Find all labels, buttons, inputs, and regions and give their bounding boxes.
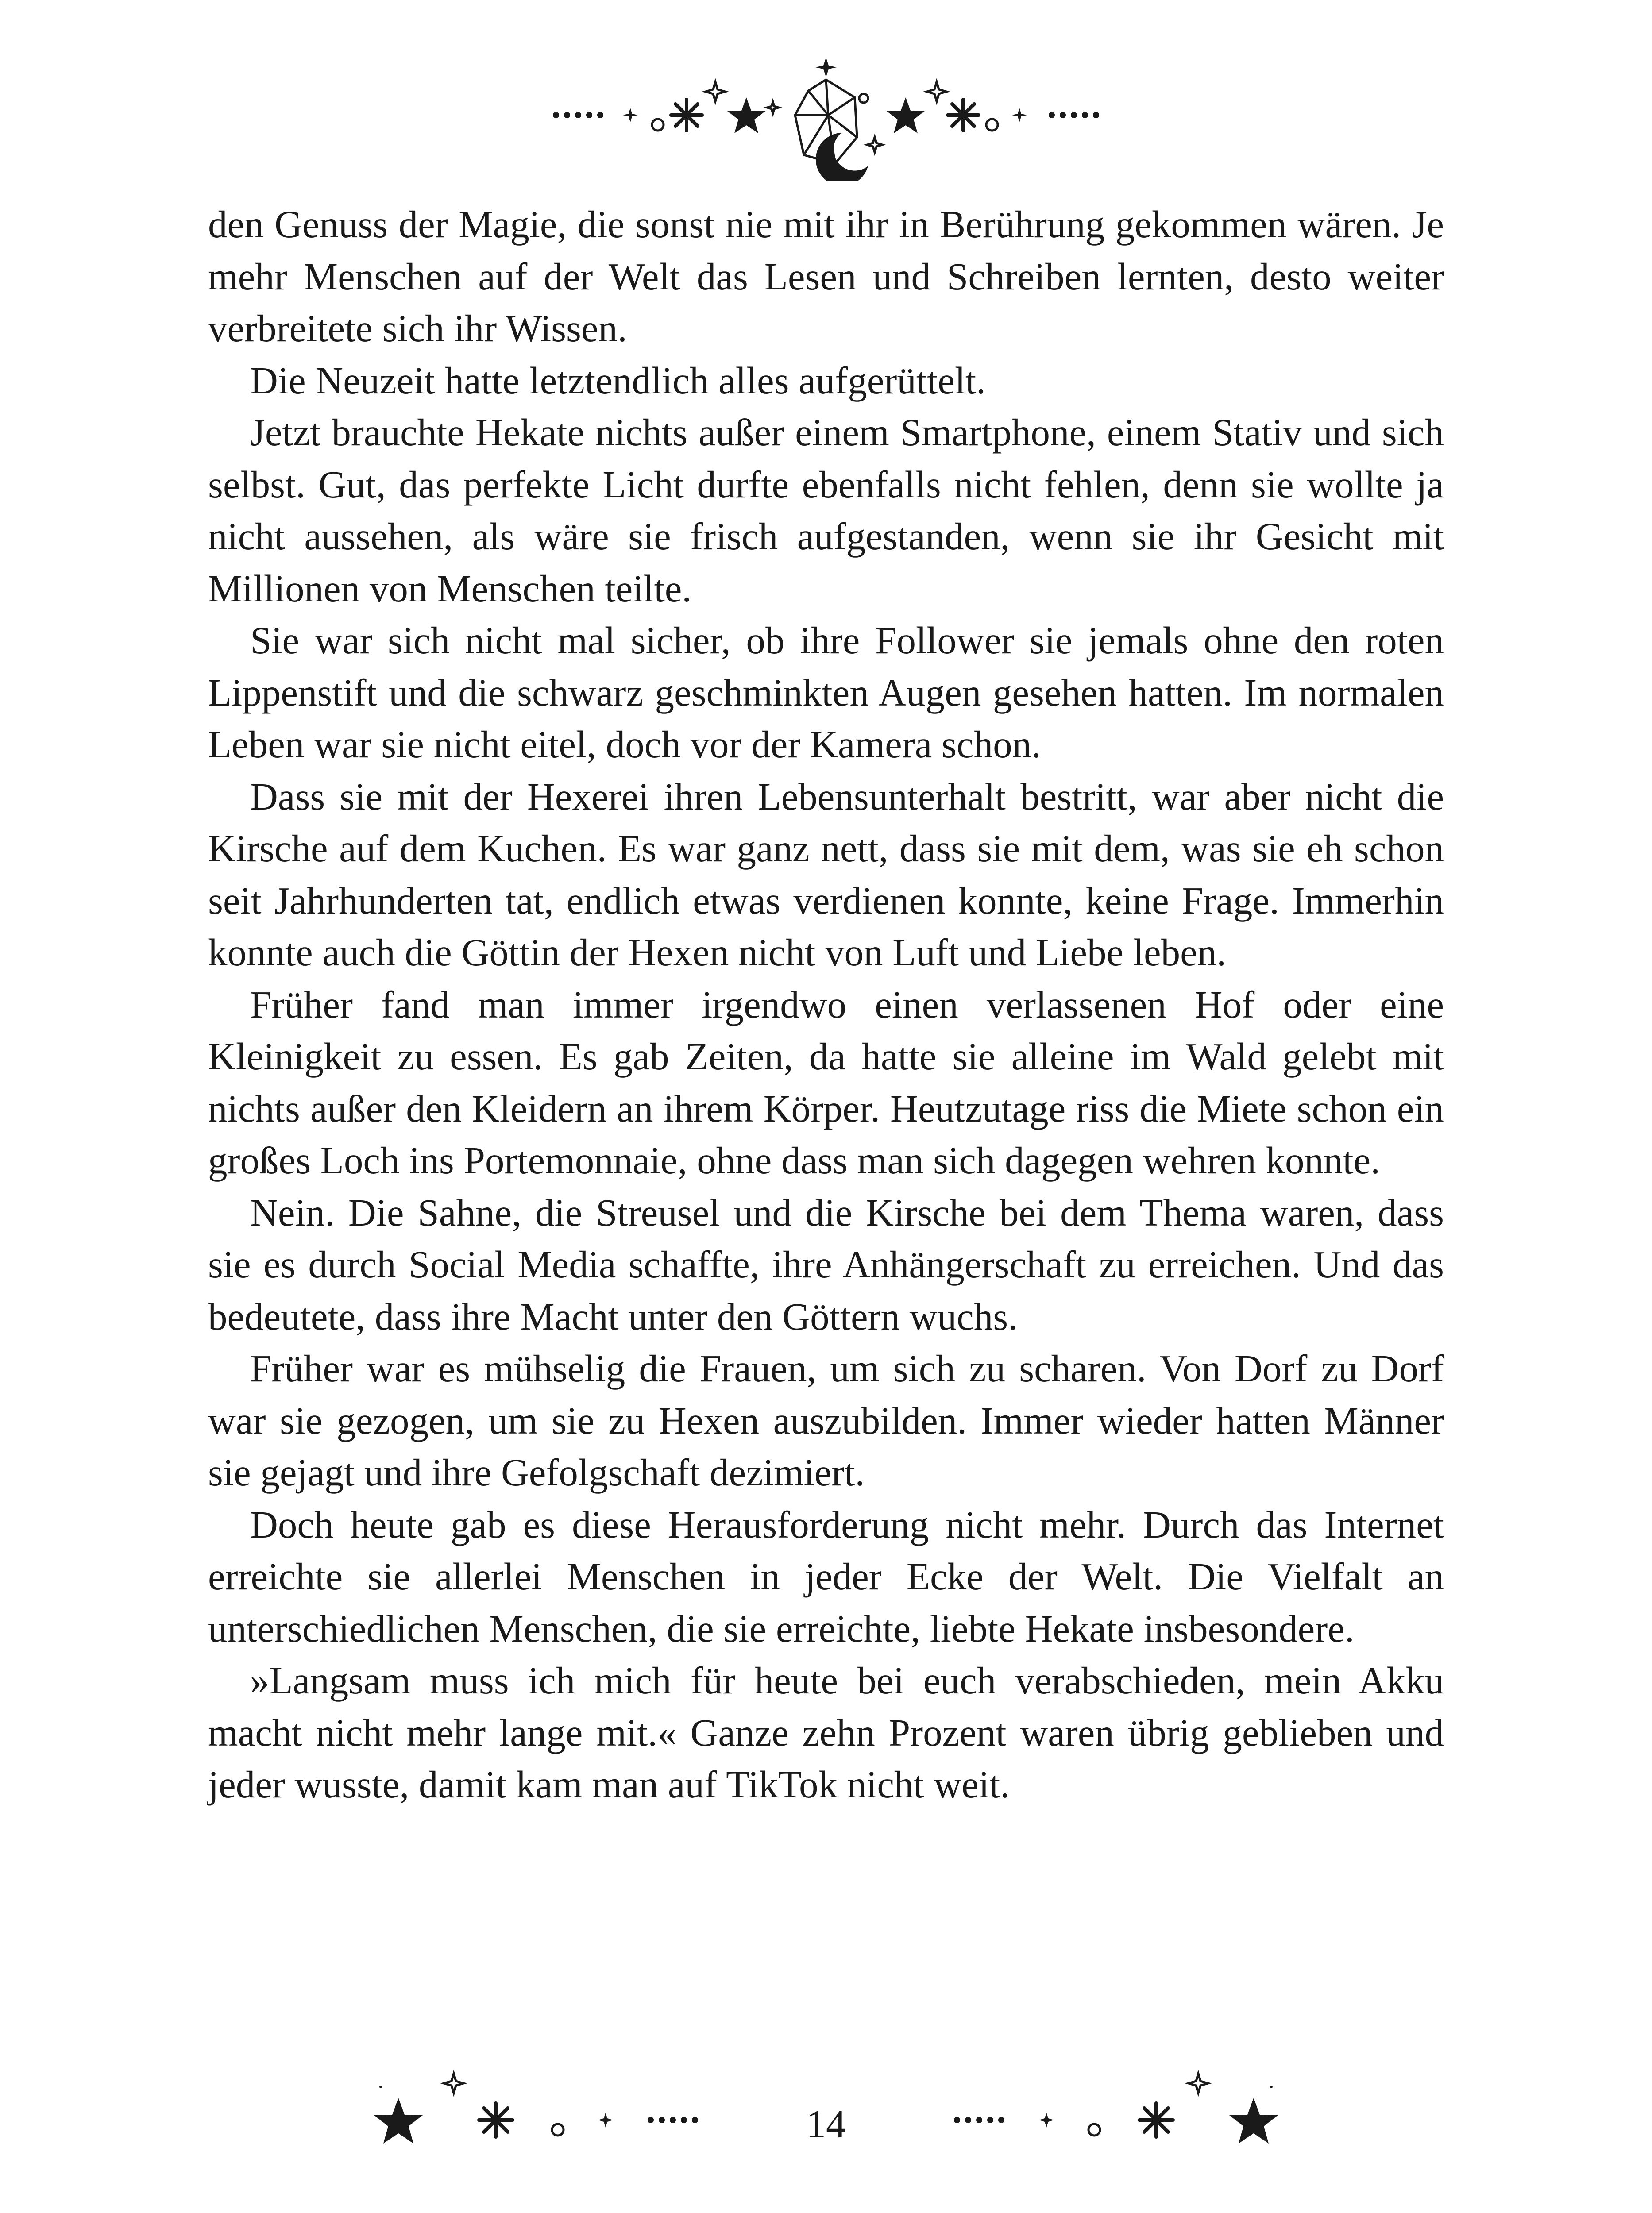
paragraph: Früher war es mühselig die Frauen, um sich zu scharen. Von Dorf zu Dorf war sie gezogen, um sie zu Hexen auszubilden. Immer wieder hatten Männer sie gejagt und ihre Gefolgschaft dezimiert.	[208, 1347, 1444, 1494]
paragraph: Jetzt brauchte Hekate nichts außer einem Smartphone, einem Stativ und sich selbst. Gut, das perfekte Licht durfte ebenfalls nicht fehlen, denn sie wollte ja nicht aussehen, als wäre sie frisch aufgestanden, wenn sie ihr Gesicht mit Millionen von Menschen teilte.	[208, 411, 1444, 610]
paragraph: Doch heute gab es diese Herausforderung nicht mehr. Durch das Internet erreichte sie allerlei Menschen in jeder Ecke der Welt. Die Vielfalt an unterschiedlichen Menschen, die sie erreichte, liebte Hekate insbesondere.	[208, 1503, 1444, 1650]
paragraph: Nein. Die Sahne, die Streusel und die Kirsche bei dem Thema waren, dass sie es durch Social Media schaffte, ihre Anhängerschaft zu erreichen. Und das bedeutete, dass ihre Macht unter den Göttern wuchs.	[208, 1191, 1444, 1338]
paragraph: »Langsam muss ich mich für heute bei euch verabschieden, mein Akku macht nicht mehr lange mit.« Ganze zehn Prozent waren übrig geblieben und jeder wusste, damit kam man auf TikTok nicht weit.	[208, 1659, 1444, 1806]
crystal-moon-stars-ornament-icon	[516, 49, 1136, 181]
paragraph: Die Neuzeit hatte letztendlich alles aufgerüttelt.	[250, 359, 986, 402]
paragraph: Dass sie mit der Hexerei ihren Lebensunterhalt bestritt, war aber nicht die Kirsche auf dem Kuchen. Es war ganz nett, dass sie mit dem, was sie eh schon seit Jahrhunderten tat, endlich etwas verdienen konnte, keine Frage. Immerhin konnte auch die Göttin der Hexen nicht von Luft und Liebe leben.	[208, 775, 1444, 974]
paragraph: Früher fand man immer irgendwo einen verlassenen Hof oder eine Kleinigkeit zu essen. Es gab Zeiten, da hatte sie alleine im Wald gelebt mit nichts außer den Kleidern an ihrem Körper. Heutzutage riss die Miete schon ein großes Loch ins Portemonnaie, ohne dass man sich dagegen wehren konnte.	[208, 983, 1444, 1182]
paragraph: Sie war sich nicht mal sicher, ob ihre Follower sie jemals ohne den roten Lippenstift und die schwarz geschminkten Augen gesehen hatten. Im normalen Leben war sie nicht eitel, doch vor der Kamera schon.	[208, 619, 1444, 766]
page-number: 14	[806, 2102, 846, 2146]
paragraph: den Genuss der Magie, die sonst nie mit ihr in Berührung gekommen wären. Je mehr Menschen auf der Welt das Lesen und Schreiben lernten, desto weiter verbreitete sich ihr Wissen.	[208, 203, 1444, 350]
body-text	[208, 198, 1444, 1811]
